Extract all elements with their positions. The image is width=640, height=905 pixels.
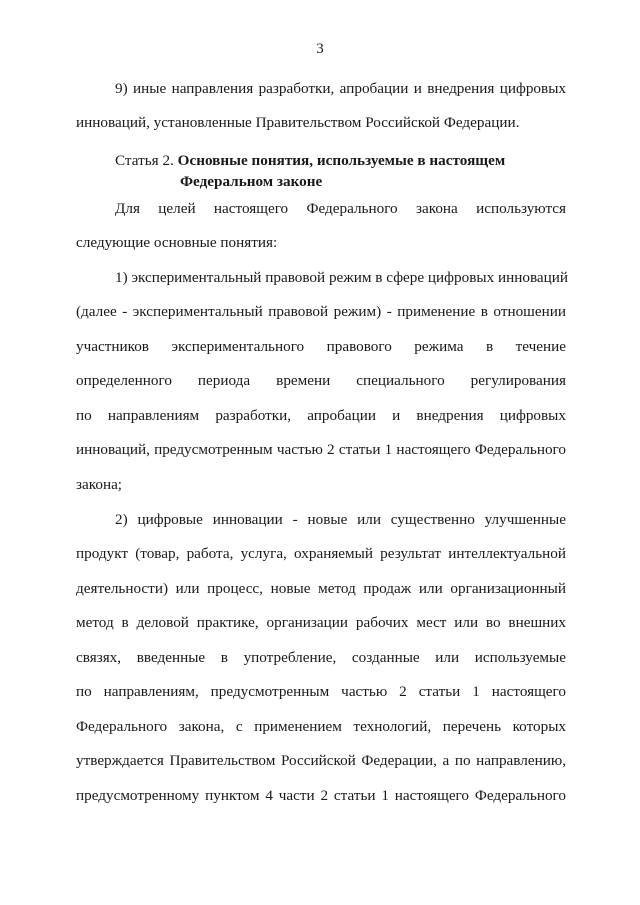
definition-2-line-4: метод в деловой практике, организации рабочих мест или во внешних <box>76 614 566 631</box>
definition-2-line-1: 2) цифровые инновации - новые или существенно улучшенные <box>115 511 566 528</box>
item-9-line-2: инноваций, установленные Правительством Российской Федерации. <box>76 114 520 131</box>
definition-2-line-6: по направлениям, предусмотренным частью 2 статьи 1 настоящего <box>76 683 566 700</box>
item-9-line-1: 9) иные направления разработки, апробации и внедрения цифровых <box>115 80 566 97</box>
article-prefix: Статья 2. <box>115 152 174 169</box>
definition-1-line-4: определенного периода времени специального регулирования <box>76 372 566 389</box>
article-title-line-1: Основные понятия, используемые в настоящем <box>177 152 506 169</box>
definition-1-line-3: участников экспериментального правового режима в течение <box>76 338 566 355</box>
definition-1-line-2: (далее - экспериментальный правовой режим) - применение в отношении <box>76 303 566 320</box>
definition-1-line-5: по направлениям разработки, апробации и внедрения цифровых <box>76 407 566 424</box>
definition-2-line-3: деятельности) или процесс, новые метод продаж или организационный <box>76 580 566 597</box>
page-number: 3 <box>316 41 324 57</box>
definition-2-line-7: Федерального закона, с применением технологий, перечень которых <box>76 718 566 735</box>
intro-line-2: следующие основные понятия: <box>76 234 278 251</box>
definition-1-line-6: инноваций, предусмотренным частью 2 статьи 1 настоящего Федерального <box>76 441 566 458</box>
article-heading <box>115 150 506 190</box>
definition-2-line-5: связях, введенные в употребление, созданные или используемые <box>76 649 566 666</box>
definition-1-line-1: 1) экспериментальный правовой режим в сфере цифровых инноваций <box>115 269 569 286</box>
definition-2-line-2: продукт (товар, работа, услуга, охраняемый результат интеллектуальной <box>76 545 566 562</box>
definition-1-line-7: закона; <box>76 476 123 493</box>
intro-line-1: Для целей настоящего Федерального закона используются <box>115 200 566 217</box>
article-title-line-2: Федеральном законе <box>180 173 323 190</box>
definition-2-line-8: утверждается Правительством Российской Федерации, а по направлению, <box>76 752 566 769</box>
definition-2-line-9: предусмотренному пунктом 4 части 2 статьи 1 настоящего Федерального <box>76 787 566 804</box>
